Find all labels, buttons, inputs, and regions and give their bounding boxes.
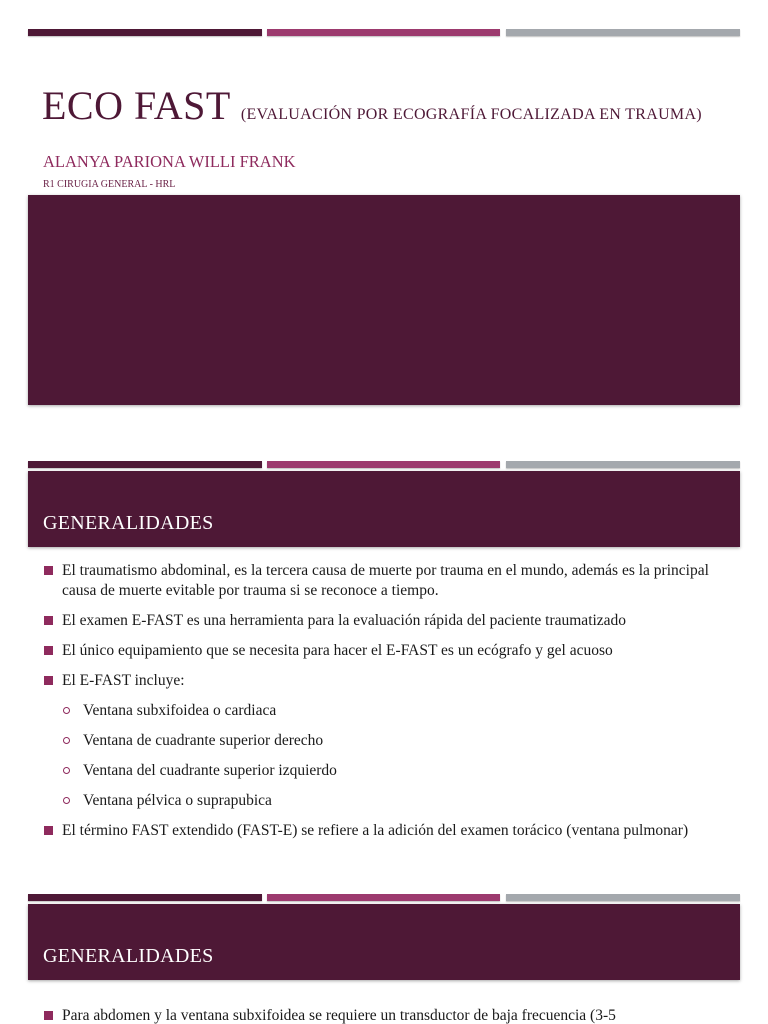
slide1-title (42, 82, 702, 129)
square-bullet-icon (44, 826, 53, 835)
bullet-item: El examen E-FAST es una herramienta para la evaluación rápida del paciente traumatizado (44, 611, 724, 631)
bullet-item: El traumatismo abdominal, es la tercera causa de muerte por trauma en el mundo, además es la principal causa de muerte evitable por trauma si se reconoce a tiempo. (44, 561, 724, 601)
sub-bullet-item: Ventana del cuadrante superior izquierdo (44, 761, 724, 781)
slide1-color-block (28, 195, 740, 405)
slide1-top-stripes (28, 29, 740, 36)
slide3-heading: GENERALIDADES (43, 945, 214, 967)
slide1-author: ALANYA PARIONA WILLI FRANK (43, 152, 296, 171)
square-bullet-icon (44, 646, 53, 655)
circle-bullet-icon (63, 737, 70, 744)
square-bullet-icon (44, 616, 53, 625)
slide3-heading-block (28, 904, 740, 980)
stripe-dark (28, 894, 262, 901)
slide3-top-stripes (28, 894, 740, 901)
stripe-magenta (267, 894, 500, 901)
stripe-magenta (267, 29, 500, 36)
slide3-bullet-list (44, 1006, 724, 1024)
circle-bullet-icon (63, 767, 70, 774)
stripe-gray (506, 29, 740, 36)
sub-bullet-item: Ventana subxifoidea o cardiaca (44, 701, 724, 721)
square-bullet-icon (44, 566, 53, 575)
bullet-item: Para abdomen y la ventana subxifoidea se requiere un transductor de baja frecuencia (3-5 (44, 1006, 724, 1024)
stripe-dark (28, 29, 262, 36)
bullet-item: El E-FAST incluye: (44, 671, 724, 691)
slide1-subtitle: (EVALUACIÓN POR ECOGRAFÍA FOCALIZADA EN TRAUMA) (240, 106, 702, 123)
bullet-item: El término FAST extendido (FAST-E) se refiere a la adición del examen torácico (ventana pulmonar) (44, 821, 724, 841)
square-bullet-icon (44, 676, 53, 685)
circle-bullet-icon (63, 797, 70, 804)
slide2-top-stripes (28, 461, 740, 468)
slide2-heading: GENERALIDADES (43, 512, 214, 534)
circle-bullet-icon (63, 707, 70, 714)
title-text: ECO FAST (42, 83, 231, 128)
slide1-role: R1 CIRUGIA GENERAL - HRL (43, 179, 176, 190)
sub-bullet-item: Ventana pélvica o suprapubica (44, 791, 724, 811)
stripe-magenta (267, 461, 500, 468)
bullet-item: El único equipamiento que se necesita para hacer el E-FAST es un ecógrafo y gel acuoso (44, 641, 724, 661)
slide2-heading-block (28, 471, 740, 547)
stripe-dark (28, 461, 262, 468)
stripe-gray (506, 461, 740, 468)
stripe-gray (506, 894, 740, 901)
sub-bullet-item: Ventana de cuadrante superior derecho (44, 731, 724, 751)
slide2-bullet-list (44, 561, 724, 851)
square-bullet-icon (44, 1011, 53, 1020)
